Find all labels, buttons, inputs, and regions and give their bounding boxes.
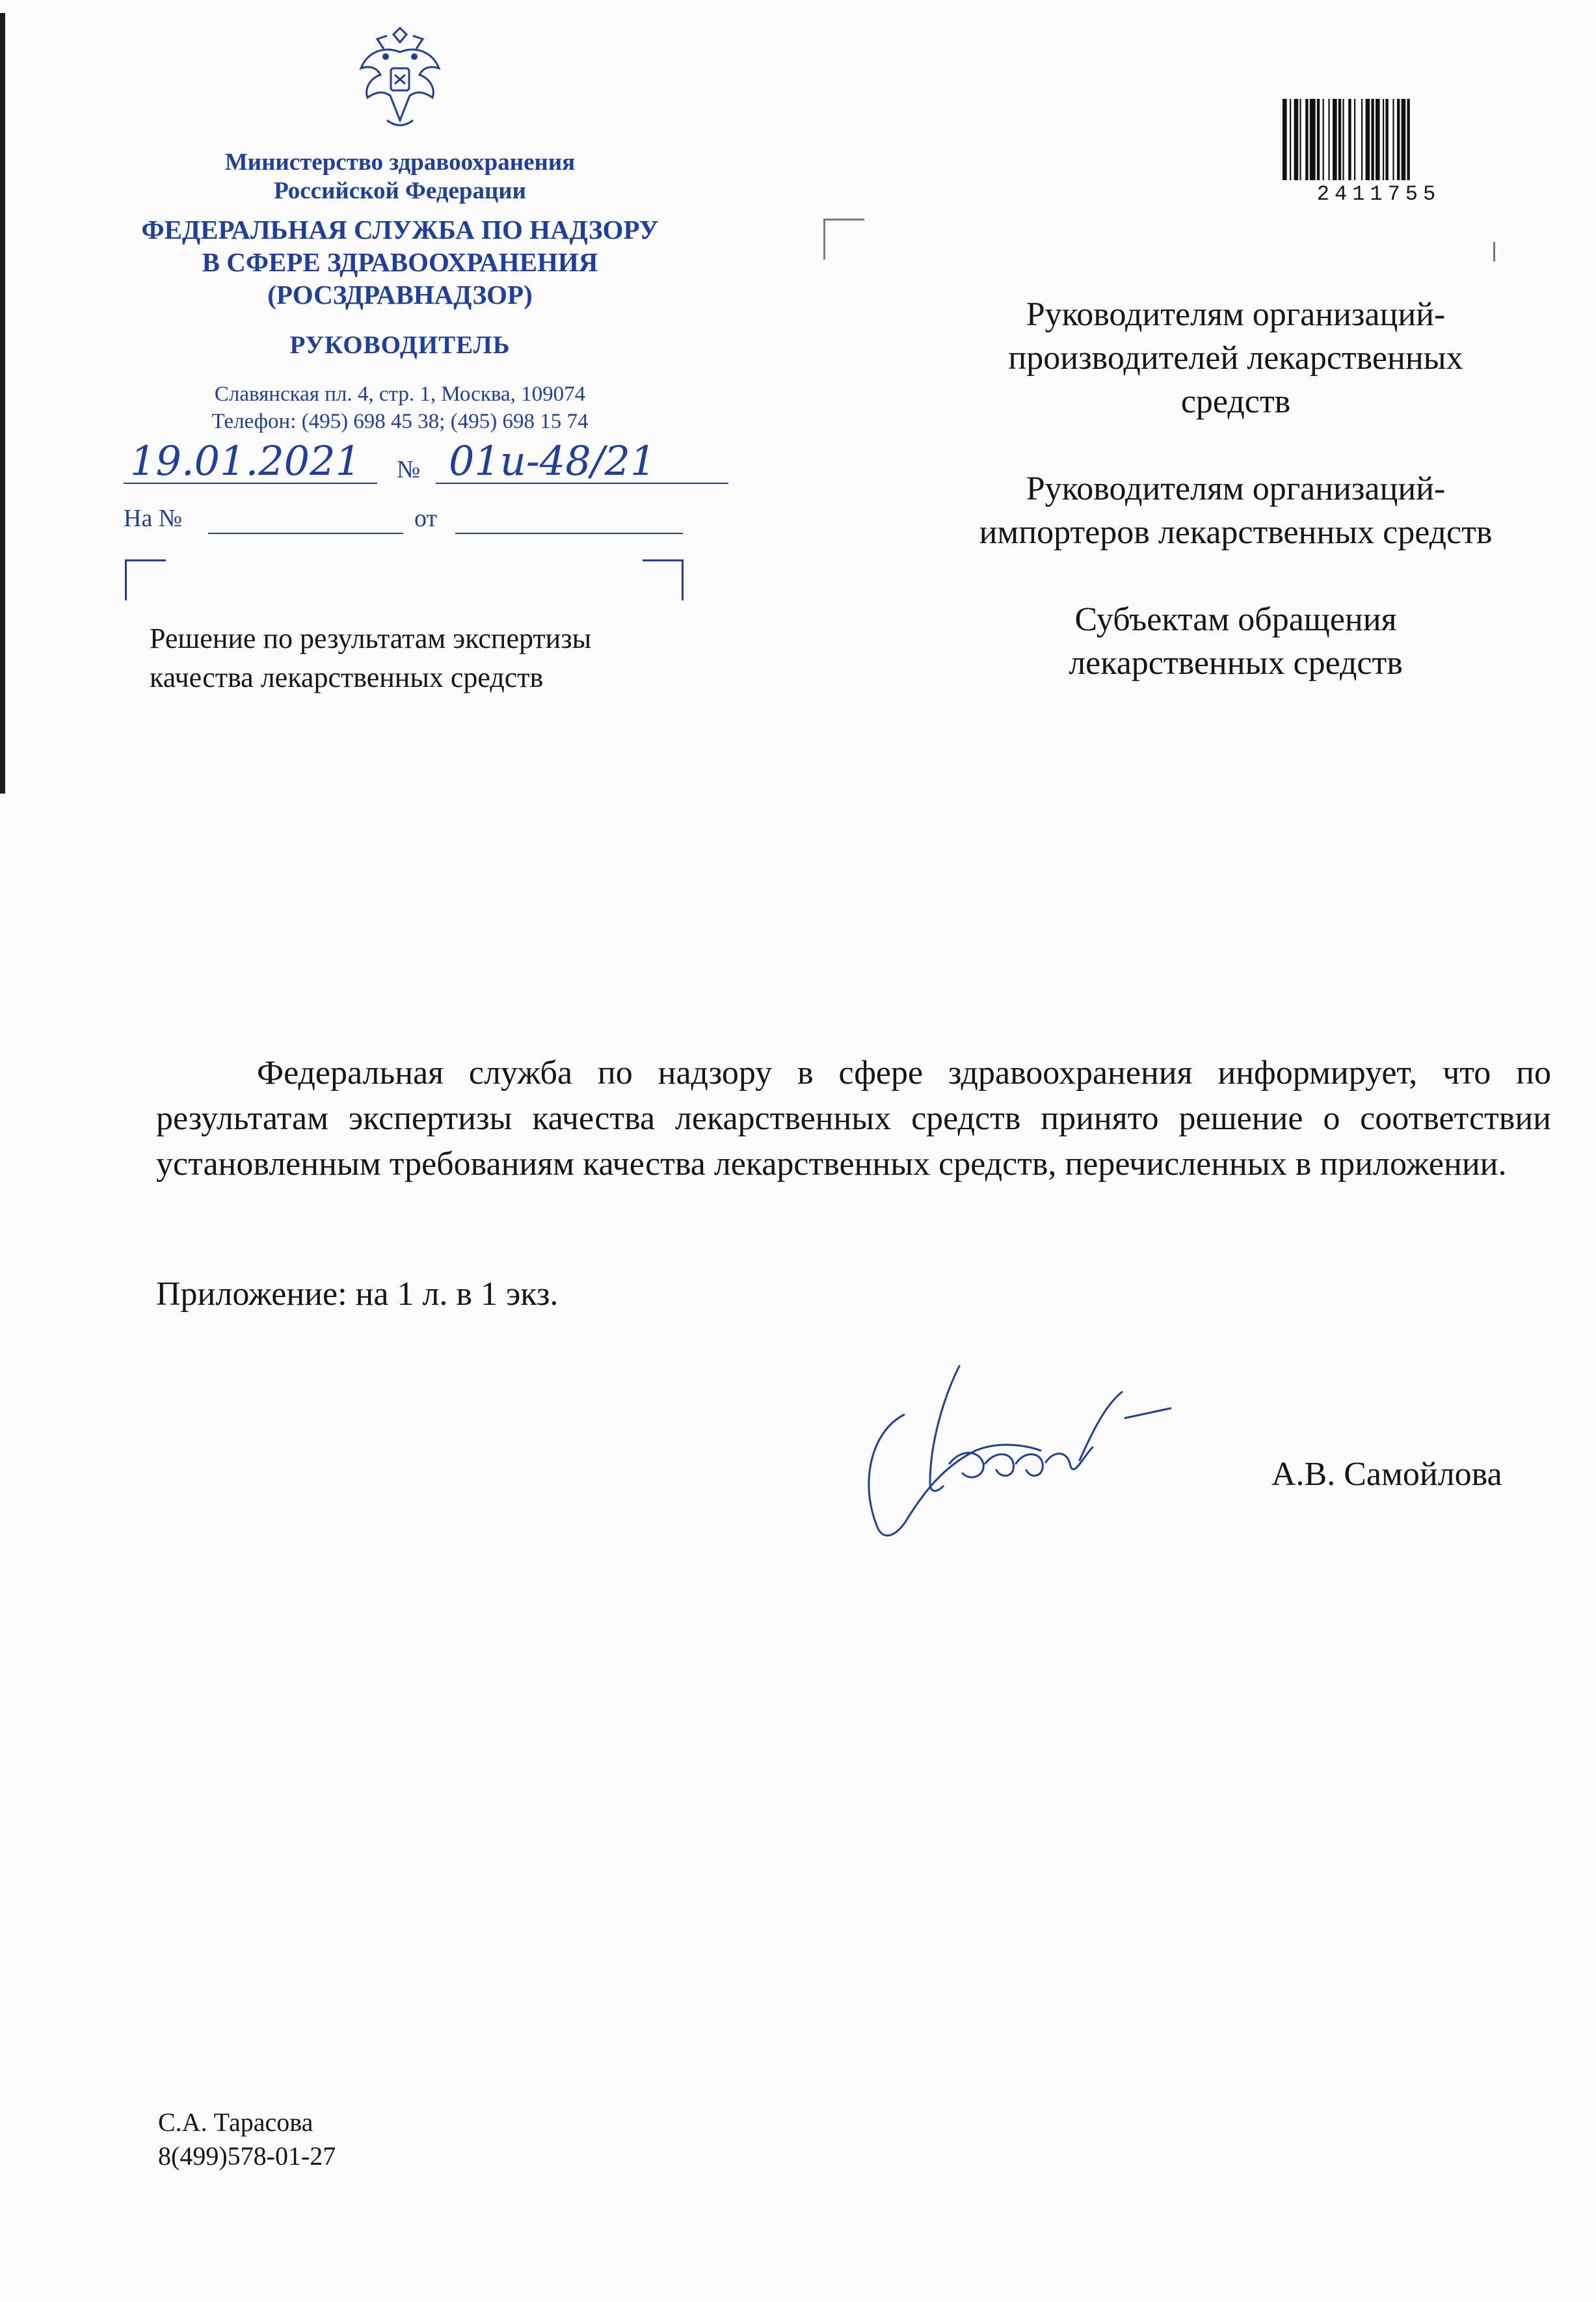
recipient-2 [911,467,1561,554]
recipient-3-line-2: лекарственных средств [1069,645,1403,682]
address-block [130,381,670,435]
handwritten-signature [845,1353,1275,1542]
phone: Телефон: (495) 698 45 38; (495) 698 15 74 [211,410,589,433]
attachment-note: Приложение: на 1 л. в 1 экз. [156,1276,559,1313]
executor-block [158,2106,336,2173]
executor-phone: 8(499)578-01-27 [158,2141,336,2171]
number-handwritten: 01и-48/21 [449,437,656,485]
registration-line [124,437,728,494]
recipient-3-line-1: Субъектам обращения [1074,601,1397,638]
address-bracket-right [1493,242,1495,261]
body-paragraph: Федеральная служба по надзору в сфере здравоохранения информирует, что по результатам экспертизы качества лекарственных средств принято решение о соответствии установленным требованиям качества лекарственных средств, перечисленных в приложении. [156,1054,1551,1183]
recipient-2-line-2: импортеров лекарственных средств [979,514,1493,551]
date-underline [124,483,377,484]
letter-body [156,1051,1551,1187]
executor-name: С.А. Тарасова [158,2108,313,2137]
recipients [911,293,1561,729]
number-label: № [397,456,421,483]
barcode [1281,99,1476,180]
signer-name: А.В. Самойлова [1271,1456,1502,1493]
recipient-2-line-1: Руководителям организаций- [1026,470,1446,507]
scan-edge-shadow [0,13,5,794]
subject-line-1: Решение по результатам экспертизы [150,622,592,654]
ministry-line-1: Министерство здравоохранения [224,149,576,176]
recipient-1 [911,293,1561,423]
address-bracket-left [823,219,864,260]
subject [150,619,735,697]
service-line-3: (РОСЗДРАВНАДЗОР) [267,280,533,310]
service-line-2: В СФЕРЕ ЗДРАВООХРАНЕНИЯ [202,247,598,277]
recipient-1-line-2: производителей лекарственных [1008,340,1463,377]
subject-bracket-left [125,559,166,600]
from-date-underline [455,533,683,534]
recipient-3 [911,598,1561,685]
service-name [98,213,702,311]
reply-label: На № [124,505,183,532]
address: Славянская пл. 4, стр. 1, Москва, 109074 [214,382,586,406]
date-handwritten: 19.01.2021 [130,437,361,485]
barcode-number: 2411755 [1316,182,1441,206]
service-line-1: ФЕДЕРАЛЬНАЯ СЛУЖБА ПО НАДЗОРУ [141,215,659,245]
ministry-line-2: Российской Федерации [274,178,526,204]
coat-of-arms-icon [348,23,452,137]
subject-line-2: качества лекарственных средств [150,662,544,693]
ministry-name [143,148,657,206]
reply-line [124,504,683,543]
number-underline [436,483,728,484]
head-title: РУКОВОДИТЕЛЬ [289,331,511,359]
subject-bracket-right [643,559,684,600]
from-label: от [414,505,438,532]
recipient-1-line-3: средств [1180,383,1291,420]
recipient-1-line-1: Руководителям организаций- [1026,296,1446,333]
reply-number-underline [208,533,403,534]
